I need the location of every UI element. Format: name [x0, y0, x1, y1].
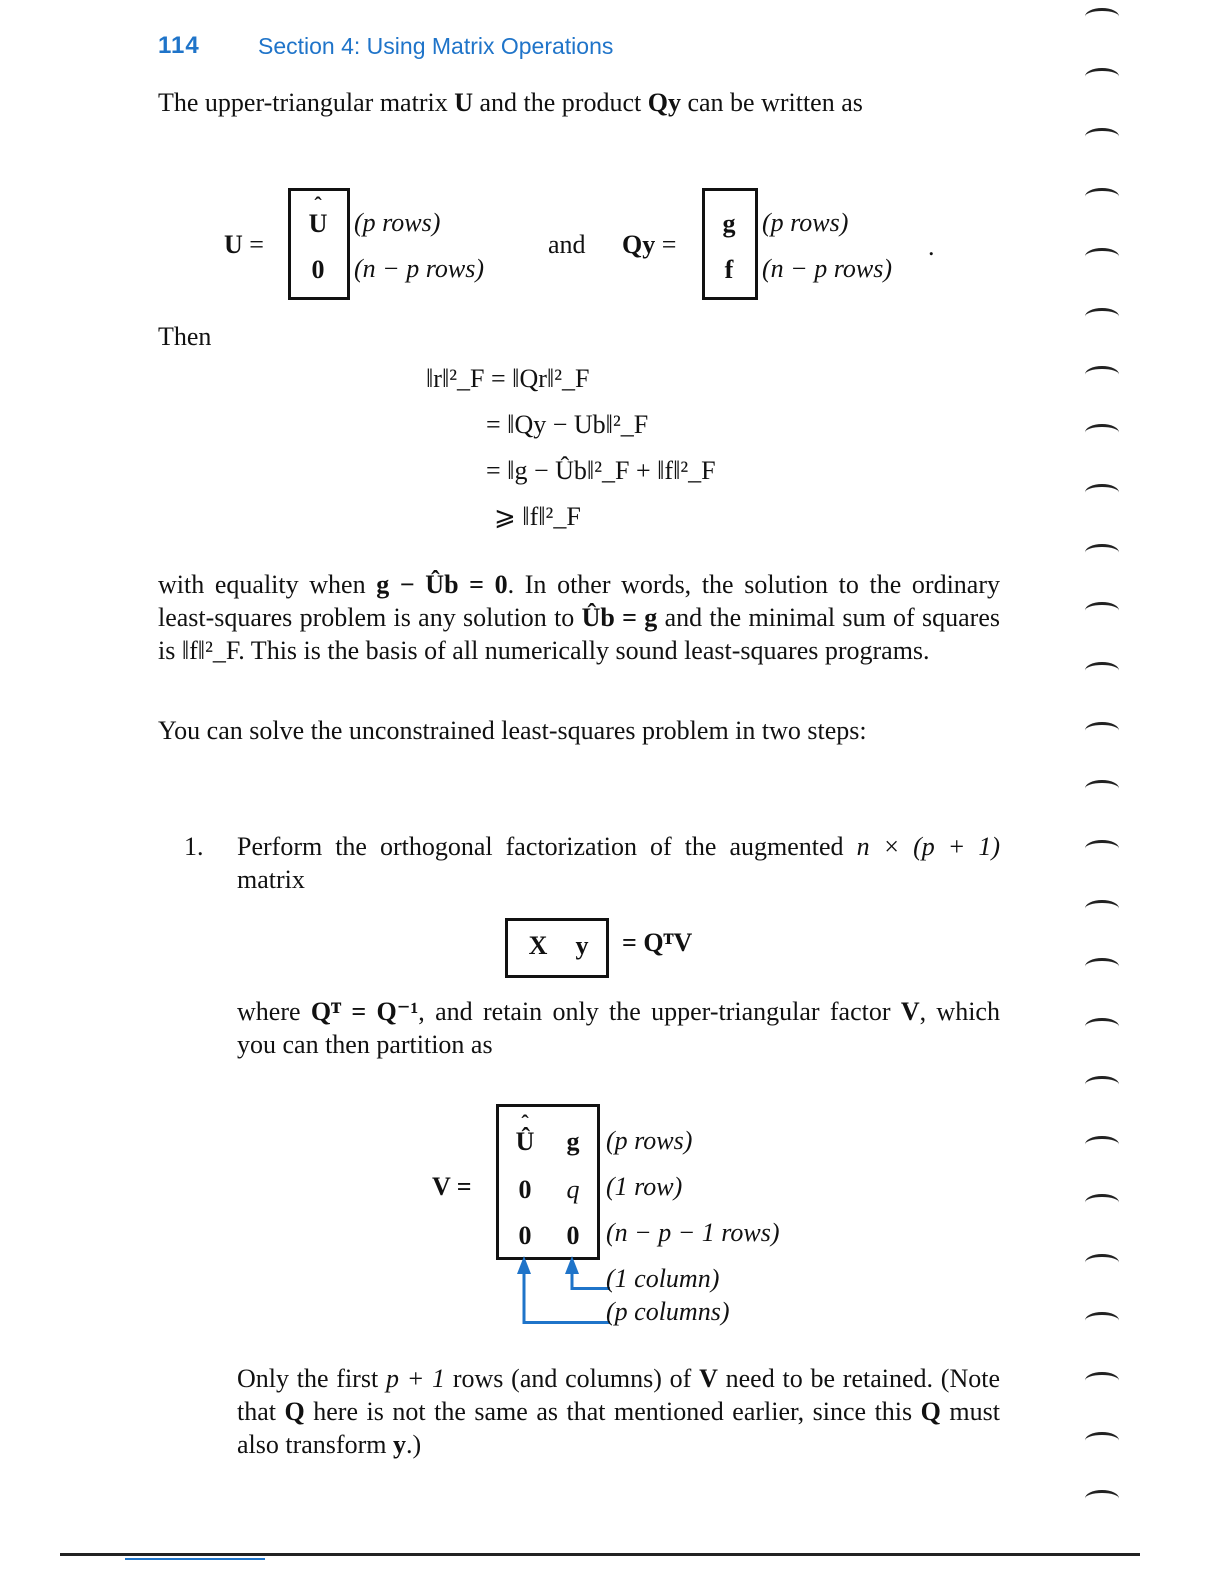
v-cell: 0	[518, 1175, 532, 1204]
norm-line-1: ‖r‖²_F = ‖Qr‖²_F	[426, 364, 590, 393]
two-steps-paragraph: You can solve the unconstrained least-squares problem in two steps:	[158, 716, 867, 745]
v-row-label: (p rows)	[606, 1126, 693, 1155]
v-cell: q	[566, 1175, 580, 1204]
qtv-rhs: = QᵀV	[622, 928, 693, 957]
v-cell: 0	[518, 1221, 532, 1250]
norm-line-4: ⩾ ‖f‖²_F	[494, 502, 581, 531]
v-row-label: (n − p − 1 rows)	[606, 1218, 780, 1247]
v-lhs: V =	[432, 1172, 472, 1201]
u-lhs: U =	[224, 230, 264, 259]
norm-line-2: = ‖Qy − Ub‖²_F	[486, 410, 649, 439]
v-cell: 0	[566, 1221, 580, 1250]
step-number: 1.	[184, 832, 204, 861]
v-col-label: (p columns)	[606, 1297, 730, 1326]
v-row-label: (1 row)	[606, 1172, 683, 1201]
and-word: and	[548, 230, 586, 259]
then-word: Then	[158, 322, 212, 351]
trailing-dot: .	[928, 232, 935, 261]
u-label-bottom: (n − p rows)	[354, 254, 484, 283]
section-title: Section 4: Using Matrix Operations	[258, 33, 614, 59]
xy-matrix: X y	[505, 918, 609, 978]
v-col-label: (1 column)	[606, 1264, 720, 1293]
norm-line-3: = ‖g − Ûb‖²_F + ‖f‖²_F	[486, 456, 716, 485]
page-number: 114	[158, 32, 200, 59]
step-1-text: Perform the orthogonal factorization of the augmented n × (p + 1) matrix	[237, 832, 1001, 894]
qy-label-bottom: (n − p rows)	[762, 254, 892, 283]
page-bottom-edge	[60, 1553, 1140, 1556]
qy-lhs: Qy =	[622, 230, 677, 259]
v-cell: g	[566, 1127, 580, 1156]
u-matrix: ˆ U 0	[288, 188, 350, 300]
intro-paragraph: The upper-triangular matrix U and the product Qy can be written as	[158, 88, 863, 117]
v-cell: ˆ Û	[510, 1127, 540, 1157]
where-paragraph: where Qᵀ = Q⁻¹, and retain only the upper-triangular factor V, which you can then partition as	[237, 997, 1000, 1059]
qy-label-top: (p rows)	[762, 208, 849, 237]
v-matrix	[496, 1104, 600, 1260]
qy-matrix: g f	[702, 188, 758, 300]
page-bottom-accent	[125, 1558, 265, 1560]
final-paragraph: Only the first p + 1 rows (and columns) of V need to be retained. (Note that Q here is not the same as that mentioned earlier, since this Q must also transform y.)	[237, 1364, 1000, 1459]
equality-paragraph: with equality when g − Ûb = 0. In other words, the solution to the ordinary least-squares problem is any solution to Ûb = g and the minimal sum of squares is ‖f‖²_F. This is the basis of all numerically sound least-squares programs.	[158, 570, 1000, 665]
arrow-diagram	[510, 1256, 610, 1328]
u-label-top: (p rows)	[354, 208, 441, 237]
